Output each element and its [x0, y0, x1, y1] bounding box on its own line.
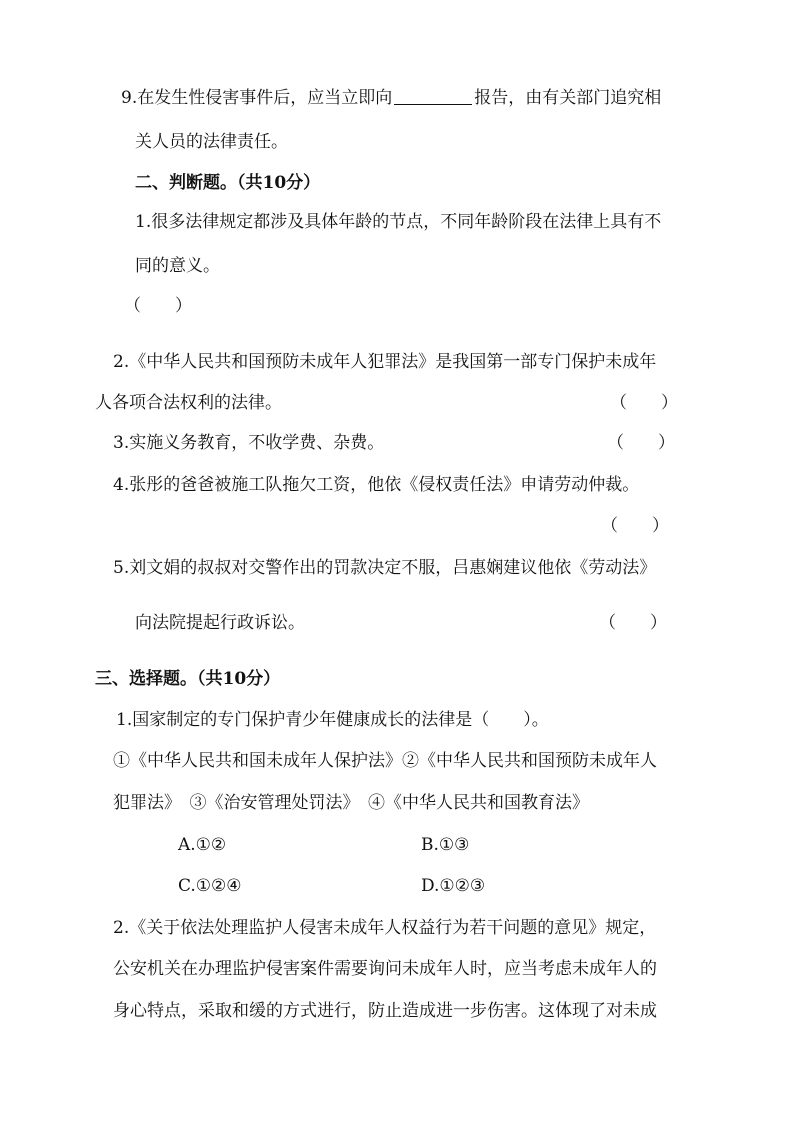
- mc-option-c[interactable]: C.①②④: [178, 876, 242, 896]
- tf-item-5-line-2: 向法院提起行政诉讼。: [135, 613, 305, 633]
- tf-item-2-line-2: 人各项合法权利的法律。: [95, 393, 282, 413]
- mc-question-1-stem: 1.国家制定的专门保护青少年健康成长的法律是（ ）。: [116, 710, 549, 730]
- section-2-heading: 二、判断题。（共10分）: [135, 173, 321, 193]
- mc-question-1-laws-line-1: ①《中华人民共和国未成年人保护法》②《中华人民共和国预防未成年人: [113, 751, 657, 771]
- answer-blank[interactable]: [394, 87, 472, 105]
- tf-item-2-answer[interactable]: （ ）: [610, 393, 678, 413]
- tf-item-5-answer[interactable]: （ ）: [599, 613, 667, 633]
- question-9-line-1: [121, 87, 661, 109]
- mc-question-2-line-3: 身心特点，采取和缓的方式进行，防止造成进一步伤害。这体现了对未成: [113, 1001, 657, 1021]
- mc-option-a[interactable]: A.①②: [178, 835, 227, 855]
- mc-question-2-line-1: 2.《关于依法处理监护人侵害未成年人权益行为若干问题的意见》规定，: [113, 918, 657, 938]
- question-9-text-post: 报告，由有关部门追究相: [474, 88, 662, 108]
- question-9-line-2: 关人员的法律责任。: [135, 132, 288, 152]
- mc-question-2-line-2: 公安机关在办理监护侵害案件需要询问未成年人时，应当考虑未成年人的: [113, 959, 657, 979]
- section-3-heading: 三、选择题。（共10分）: [95, 669, 281, 689]
- mc-question-1-laws-line-2: 犯罪法》 ③《治安管理处罚法》 ④《中华人民共和国教育法》: [113, 793, 589, 813]
- tf-item-1-line-2: 同的意义。: [135, 256, 220, 276]
- mc-option-d[interactable]: D.①②③: [421, 876, 486, 896]
- tf-item-3-line-1: 3.实施义务教育，不收学费、杂费。: [113, 433, 385, 453]
- tf-item-4-answer[interactable]: （ ）: [601, 516, 669, 536]
- tf-item-3-answer[interactable]: （ ）: [607, 433, 675, 453]
- tf-item-5-line-1: 5.刘文娟的叔叔对交警作出的罚款决定不服，吕惠娴建议他依《劳动法》: [113, 558, 657, 578]
- tf-item-2-line-1: 2.《中华人民共和国预防未成年人犯罪法》是我国第一部专门保护未成年: [113, 352, 657, 372]
- tf-item-4-line-1: 4.张彤的爸爸被施工队拖欠工资，他依《侵权责任法》申请劳动仲裁。: [113, 475, 640, 495]
- question-9-text-pre: 9.在发生性侵害事件后，应当立即向: [121, 88, 393, 108]
- tf-item-1-line-1: 1.很多法律规定都涉及具体年龄的节点，不同年龄阶段在法律上具有不: [135, 212, 662, 232]
- mc-option-b[interactable]: B.①③: [421, 835, 470, 855]
- tf-item-1-answer[interactable]: （ ）: [124, 296, 192, 316]
